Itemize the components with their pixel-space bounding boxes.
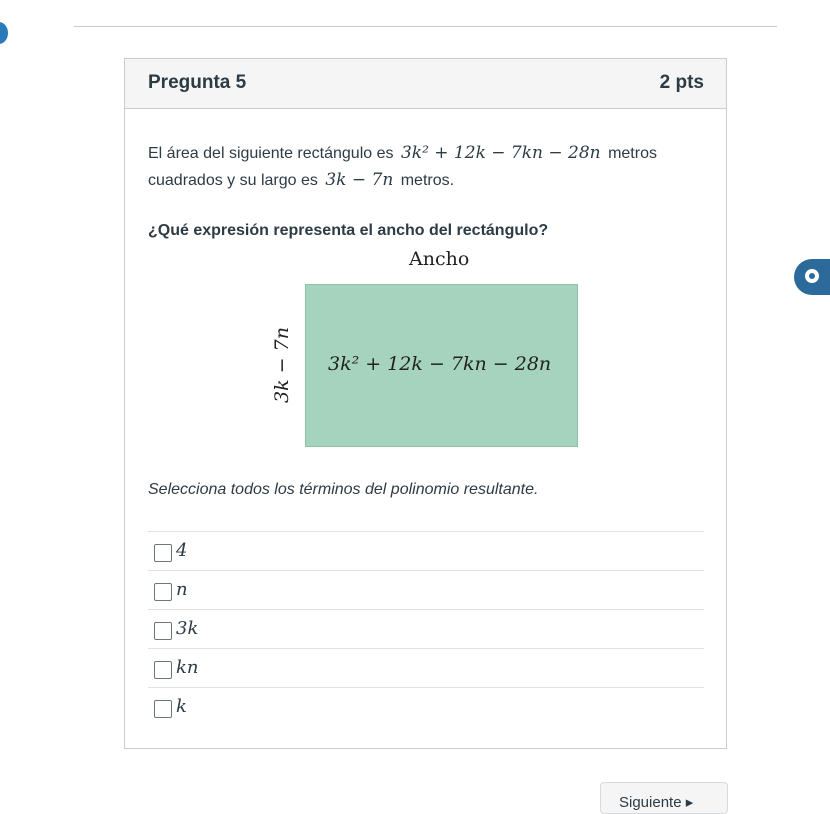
checkbox[interactable] [154,700,172,718]
question-text-line-2 [148,167,454,194]
checkbox[interactable] [154,544,172,562]
area-expression: 3k² + 12k − 7kn − 28n [400,143,601,163]
answer-instruction: Selecciona todos los términos del polinomio resultante. [148,481,539,498]
figure-width-label: Ancho [409,248,470,270]
question-header [125,59,726,109]
rectangle-area-expression: 3k² + 12k − 7kn − 28n [328,353,552,375]
figure-length-label: 3k − 7n [270,327,293,403]
question-title: Pregunta 5 [148,72,247,93]
toggle-icon [805,269,819,283]
floating-action-button[interactable] [794,259,830,295]
question-card [124,58,727,749]
answer-option[interactable] [148,531,704,570]
option-label: kn [176,657,199,678]
option-label: 3k [176,618,199,639]
next-button-label: Siguiente ▸ [619,794,694,811]
answer-option[interactable] [148,648,704,687]
answer-options [148,531,704,726]
question-prompt: ¿Qué expresión representa el ancho del rectángulo? [148,222,549,239]
option-label: 4 [176,540,188,561]
answer-option[interactable] [148,609,704,648]
question-text-line-1 [148,140,657,167]
answer-option[interactable] [148,570,704,609]
text-segment: cuadrados y su largo es [148,172,318,189]
question-points: 2 pts [659,72,704,93]
option-label: n [176,579,188,600]
checkbox[interactable] [154,661,172,679]
next-button[interactable] [600,782,728,814]
rectangle-figure [305,284,578,447]
option-label: k [176,696,187,717]
checkbox[interactable] [154,583,172,601]
text-segment: metros [608,145,657,162]
length-expression: 3k − 7n [325,170,394,190]
text-segment: metros. [400,172,455,189]
top-divider [74,26,777,27]
left-indicator-dot [0,22,8,44]
answer-option[interactable] [148,687,704,726]
checkbox[interactable] [154,622,172,640]
text-segment: El área del siguiente rectángulo es [148,145,394,162]
